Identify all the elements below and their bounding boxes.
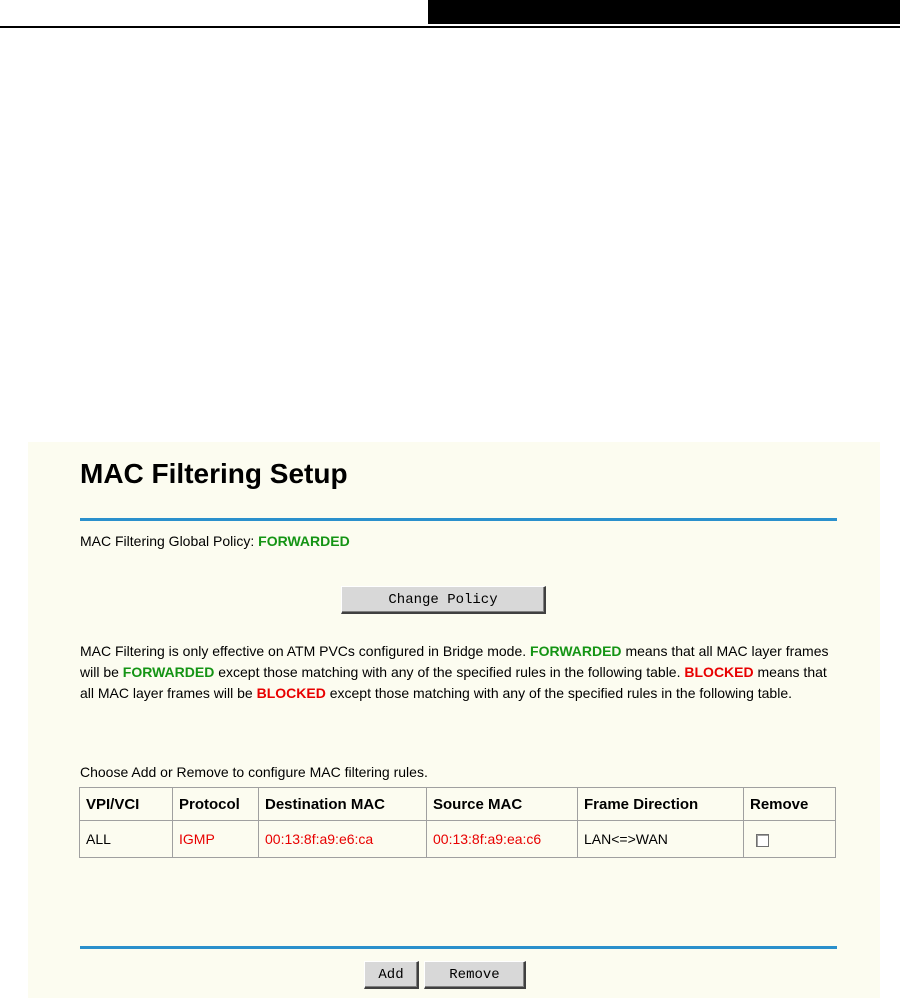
global-policy-label: MAC Filtering Global Policy: [80,533,255,549]
remove-button[interactable]: Remove [424,961,526,989]
table-header-row [80,788,836,821]
mac-rules-table [79,787,836,858]
col-header-source-mac: Source MAC [427,788,578,821]
col-header-protocol: Protocol [173,788,259,821]
cell-protocol: IGMP [173,821,259,858]
change-policy-button[interactable]: Change Policy [341,586,546,614]
remove-checkbox[interactable] [756,834,769,847]
table-row [80,821,836,858]
description-text-2: means that all MAC layer frames will be [80,643,829,680]
keyword-forwarded-2: FORWARDED [122,664,215,680]
cell-destination-mac: 00:13:8f:a9:e6:ca [259,821,427,858]
col-header-frame-direction: Frame Direction [578,788,744,821]
cell-remove [744,821,836,858]
mac-filtering-panel [28,442,880,998]
col-header-remove: Remove [744,788,836,821]
header-black-bar [428,0,900,24]
policy-description [80,641,840,704]
instructions-text: Choose Add or Remove to configure MAC filtering rules. [80,764,428,780]
description-text-3: except those matching with any of the specified rules in the following table. [218,664,681,680]
page-title: MAC Filtering Setup [80,458,348,489]
global-policy-value: FORWARDED [258,533,350,549]
description-text-1: MAC Filtering is only effective on ATM PVCs configured in Bridge mode. [80,643,527,659]
add-button[interactable]: Add [364,961,419,989]
col-header-destination-mac: Destination MAC [259,788,427,821]
cell-frame-direction: LAN<=>WAN [578,821,744,858]
keyword-blocked-1: BLOCKED [684,664,754,680]
cell-source-mac: 00:13:8f:a9:ea:c6 [427,821,578,858]
header-rule [0,26,900,28]
description-text-4: means that all MAC layer frames will be [80,664,827,701]
footer-divider [80,946,837,949]
col-header-vpi-vci: VPI/VCI [80,788,173,821]
global-policy-line [80,533,350,549]
keyword-forwarded-1: FORWARDED [530,643,622,659]
description-text-5: except those matching with any of the specified rules in the following table. [329,685,793,701]
cell-vpi-vci: ALL [80,821,173,858]
keyword-blocked-2: BLOCKED [256,685,326,701]
title-divider [80,518,837,521]
